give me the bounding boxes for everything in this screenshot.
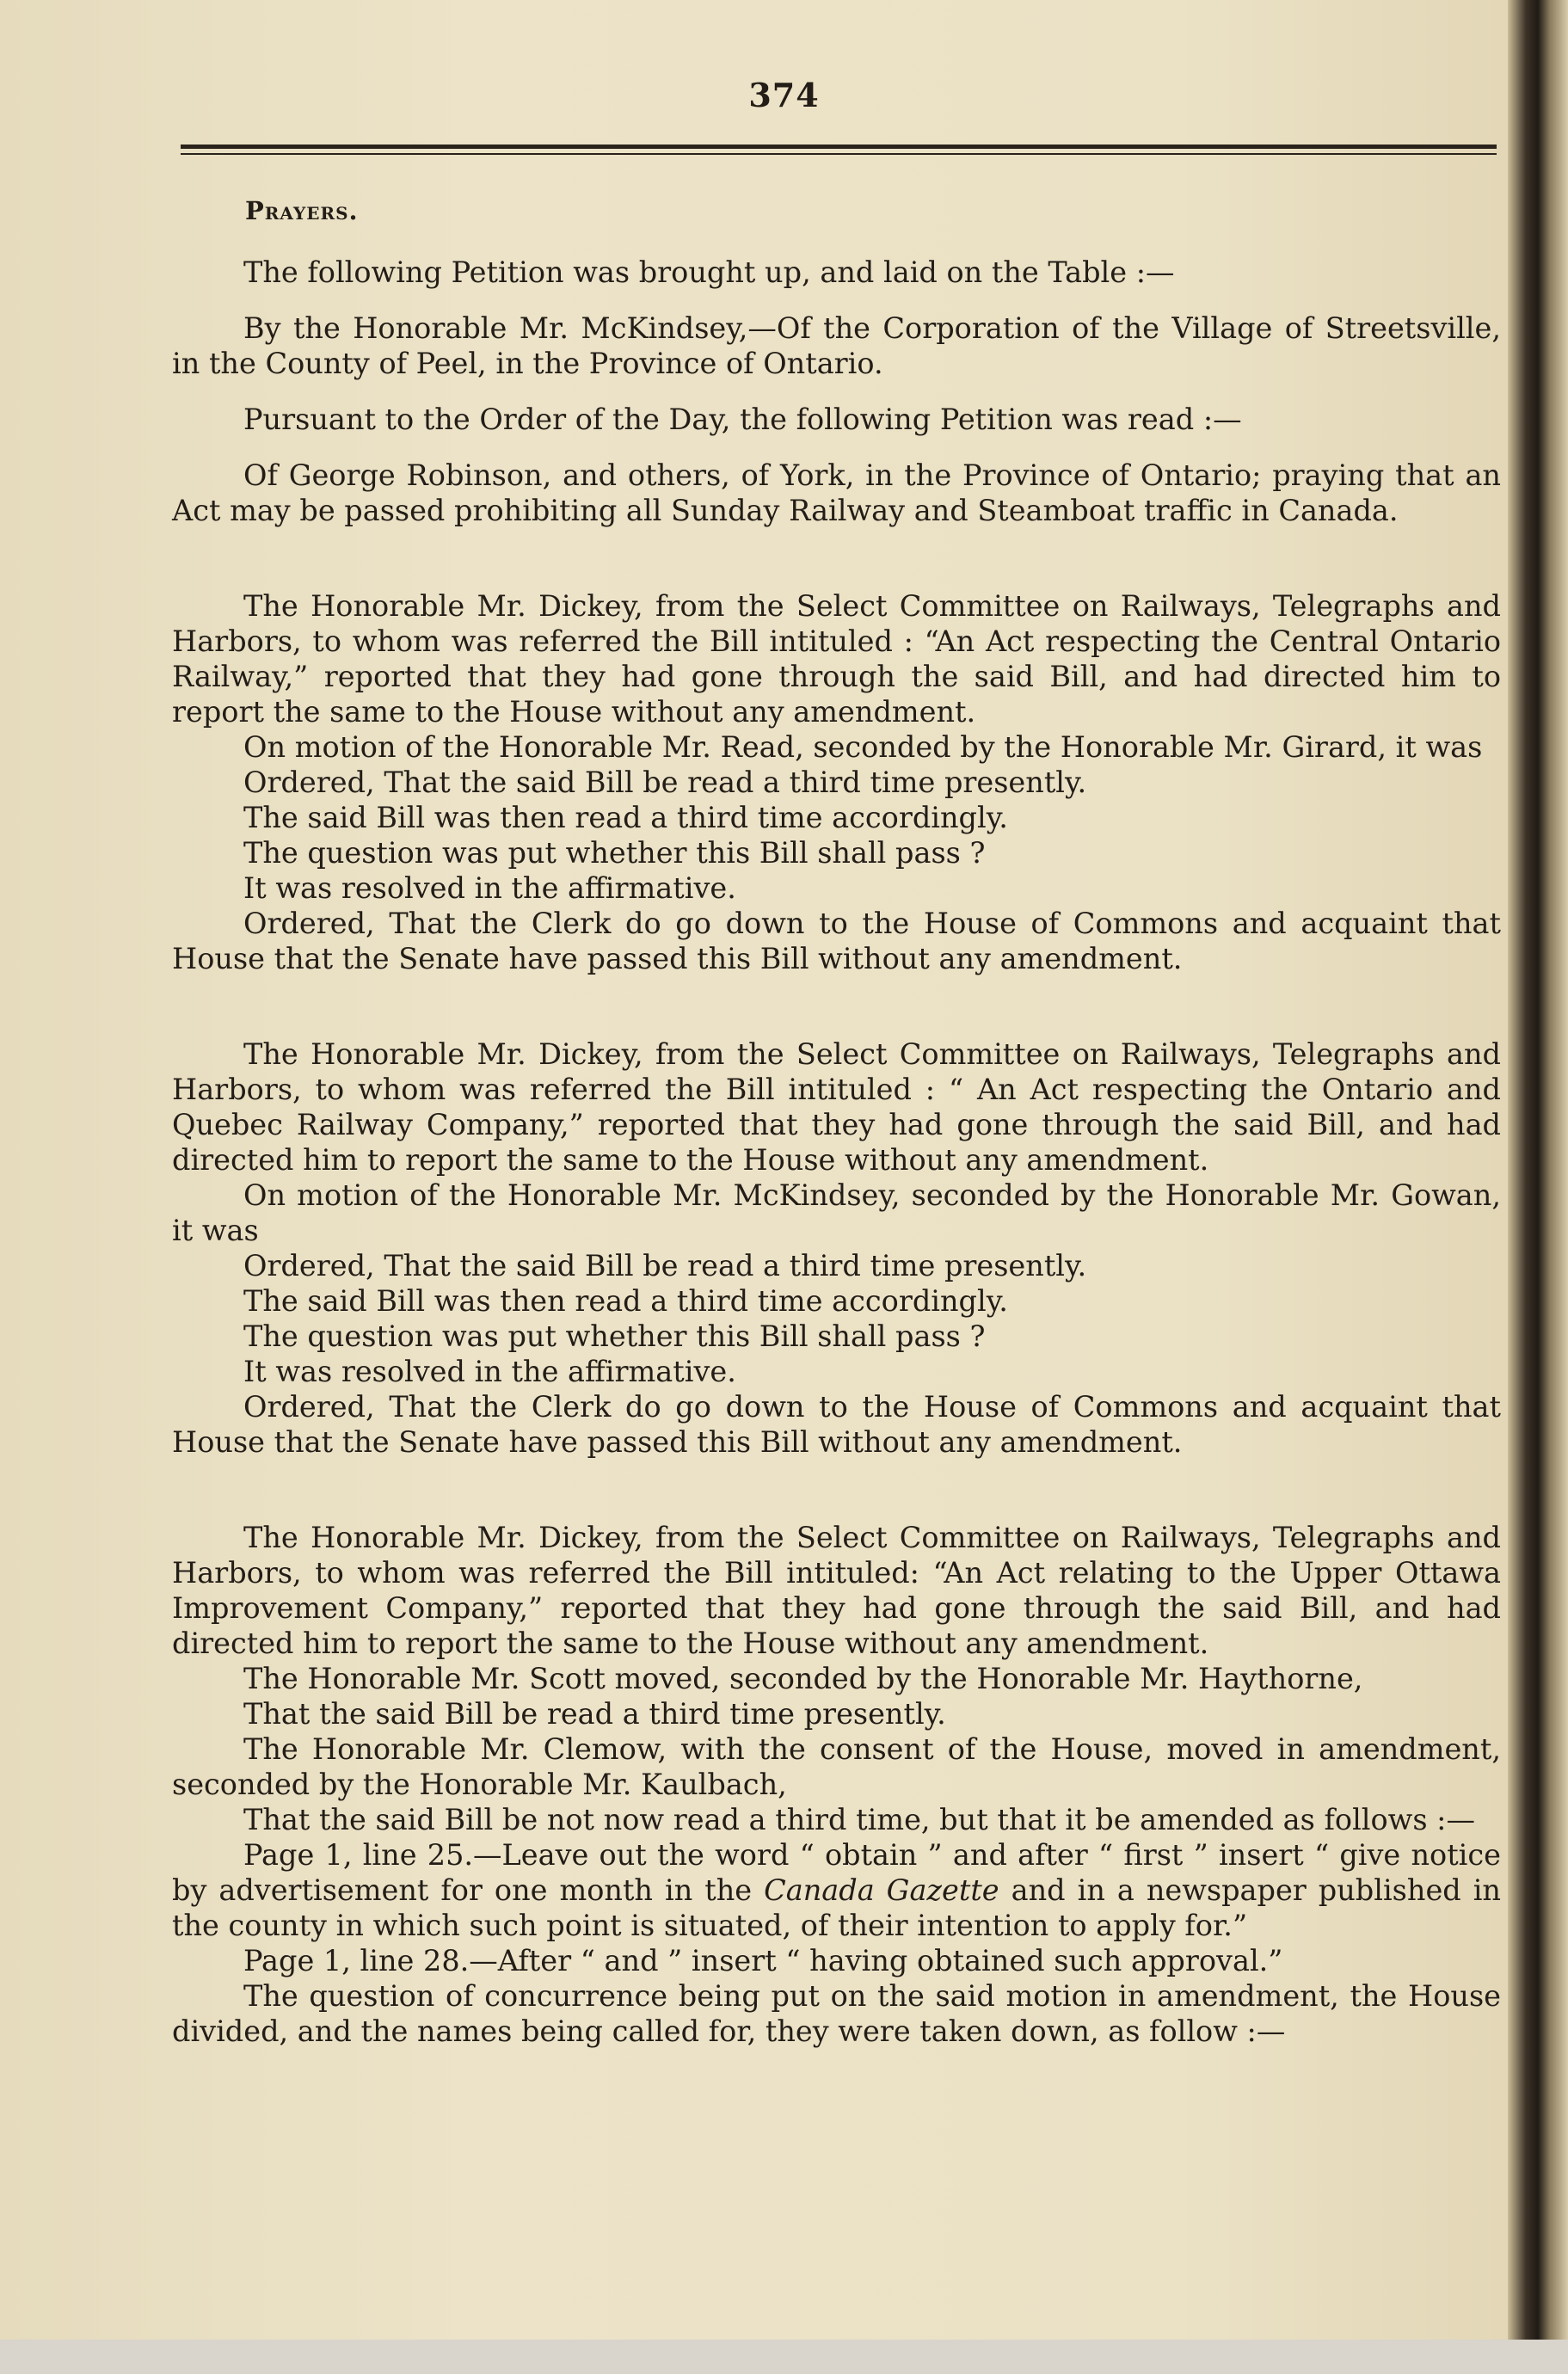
header-rule xyxy=(181,145,1497,158)
section3-third-reading: That the said Bill be read a third time presently. xyxy=(243,1697,946,1731)
section2-line: The said Bill was then read a third time accordingly. xyxy=(243,1284,1008,1318)
scan-bottom-edge xyxy=(0,2340,1568,2374)
section2-line: Ordered, That the said Bill be read a third time presently. xyxy=(243,1249,1087,1282)
section3-amendment-line28: Page 1, line 28.—After “ and ” insert “ having obtained such approval.” xyxy=(243,1944,1283,1977)
paragraph-petition-tabled: The following Petition was brought up, and laid on the Table :— xyxy=(243,255,1175,289)
amendment-line25-text-end: and in a newspaper published in the county in which such point is situated, of their intention to apply for.” xyxy=(172,1873,1501,1942)
paragraph-petition-robinson: Of George Robinson, and others, of York, in the Province of Ontario; praying that an Act may be passed prohibiting all Sunday Railway and Steamboat traffic in Canada. xyxy=(172,458,1501,527)
page-number: 374 xyxy=(748,76,820,114)
gazette-title: Canada Gazette xyxy=(764,1873,999,1907)
section3-amendment-text: That the said Bill be not now read a third time, but that it be amended as follows :— xyxy=(243,1803,1475,1836)
section1-line: The question was put whether this Bill shall pass ? xyxy=(243,836,986,870)
section2-order-clerk: Ordered, That the Clerk do go down to the House of Commons and acquaint that House that the Senate have passed this Bill without any amendment. xyxy=(172,1390,1501,1459)
section3-report: The Honorable Mr. Dickey, from the Select Committee on Railways, Telegraphs and Harbors, to whom was referred the Bill intituled: “An Act relating to the Upper Ottawa Improvement Company,” reported that they had gone through the said Bill, and had directed him to report the same to the House without any amendment. xyxy=(172,1521,1501,1660)
section1-report: The Honorable Mr. Dickey, from the Select Committee on Railways, Telegraphs and Harbors, to whom was referred the Bill intituled : “An Act respecting the Central Ontario Railway,” reported that they had gone through the said Bill, and had directed him to report the same to the House without any amendment. xyxy=(172,589,1501,729)
book-gutter xyxy=(1508,0,1568,2374)
section-heading: Prayers. xyxy=(245,196,359,225)
section2-report: The Honorable Mr. Dickey, from the Select Committee on Railways, Telegraphs and Harbors, to whom was referred the Bill intituled : “ An Act respecting the Ontario and Quebec Railway Company,” reported that they had gone through the said Bill, and had directed him to report the same to the House without any amendment. xyxy=(172,1037,1501,1177)
section1-line: It was resolved in the affirmative. xyxy=(243,871,736,905)
amendment-line25-text: Page 1, line 25.—Leave out the word “ obtain ” and after “ first ” insert “ give notice by advertisement for one month in the xyxy=(172,1838,1501,1907)
section1-line: Ordered, That the said Bill be read a third time presently. xyxy=(243,766,1087,799)
paragraph-order-of-day: Pursuant to the Order of the Day, the following Petition was read :— xyxy=(243,403,1242,436)
section2-line: It was resolved in the affirmative. xyxy=(243,1355,736,1388)
document-body xyxy=(172,185,1501,2049)
section3-amendment-motion: The Honorable Mr. Clemow, with the consent of the House, moved in amendment, seconded by the Honorable Mr. Kaulbach, xyxy=(172,1732,1501,1801)
section2-motion: On motion of the Honorable Mr. McKindsey, seconded by the Honorable Mr. Gowan, it was xyxy=(172,1178,1501,1247)
section1-order-clerk: Ordered, That the Clerk do go down to the House of Commons and acquaint that House that the Senate have passed this Bill without any amendment. xyxy=(172,907,1501,975)
section2-line: The question was put whether this Bill shall pass ? xyxy=(243,1319,986,1353)
header-rule-thin xyxy=(181,153,1497,155)
section3-division: The question of concurrence being put on the said motion in amendment, the House divided, and the names being called for, they were taken down, as follow :— xyxy=(172,1979,1501,2048)
section3-amendment-line25 xyxy=(172,1837,1501,1943)
header-rule-thick xyxy=(181,145,1497,149)
section1-line: The said Bill was then read a third time accordingly. xyxy=(243,801,1008,834)
paragraph-petition-streetsville: By the Honorable Mr. McKindsey,—Of the Corporation of the Village of Streetsville, in the County of Peel, in the Province of Ontario. xyxy=(172,311,1501,380)
section3-motion-scott: The Honorable Mr. Scott moved, seconded by the Honorable Mr. Haythorne, xyxy=(243,1662,1363,1695)
section1-motion: On motion of the Honorable Mr. Read, seconded by the Honorable Mr. Girard, it was xyxy=(243,730,1483,764)
